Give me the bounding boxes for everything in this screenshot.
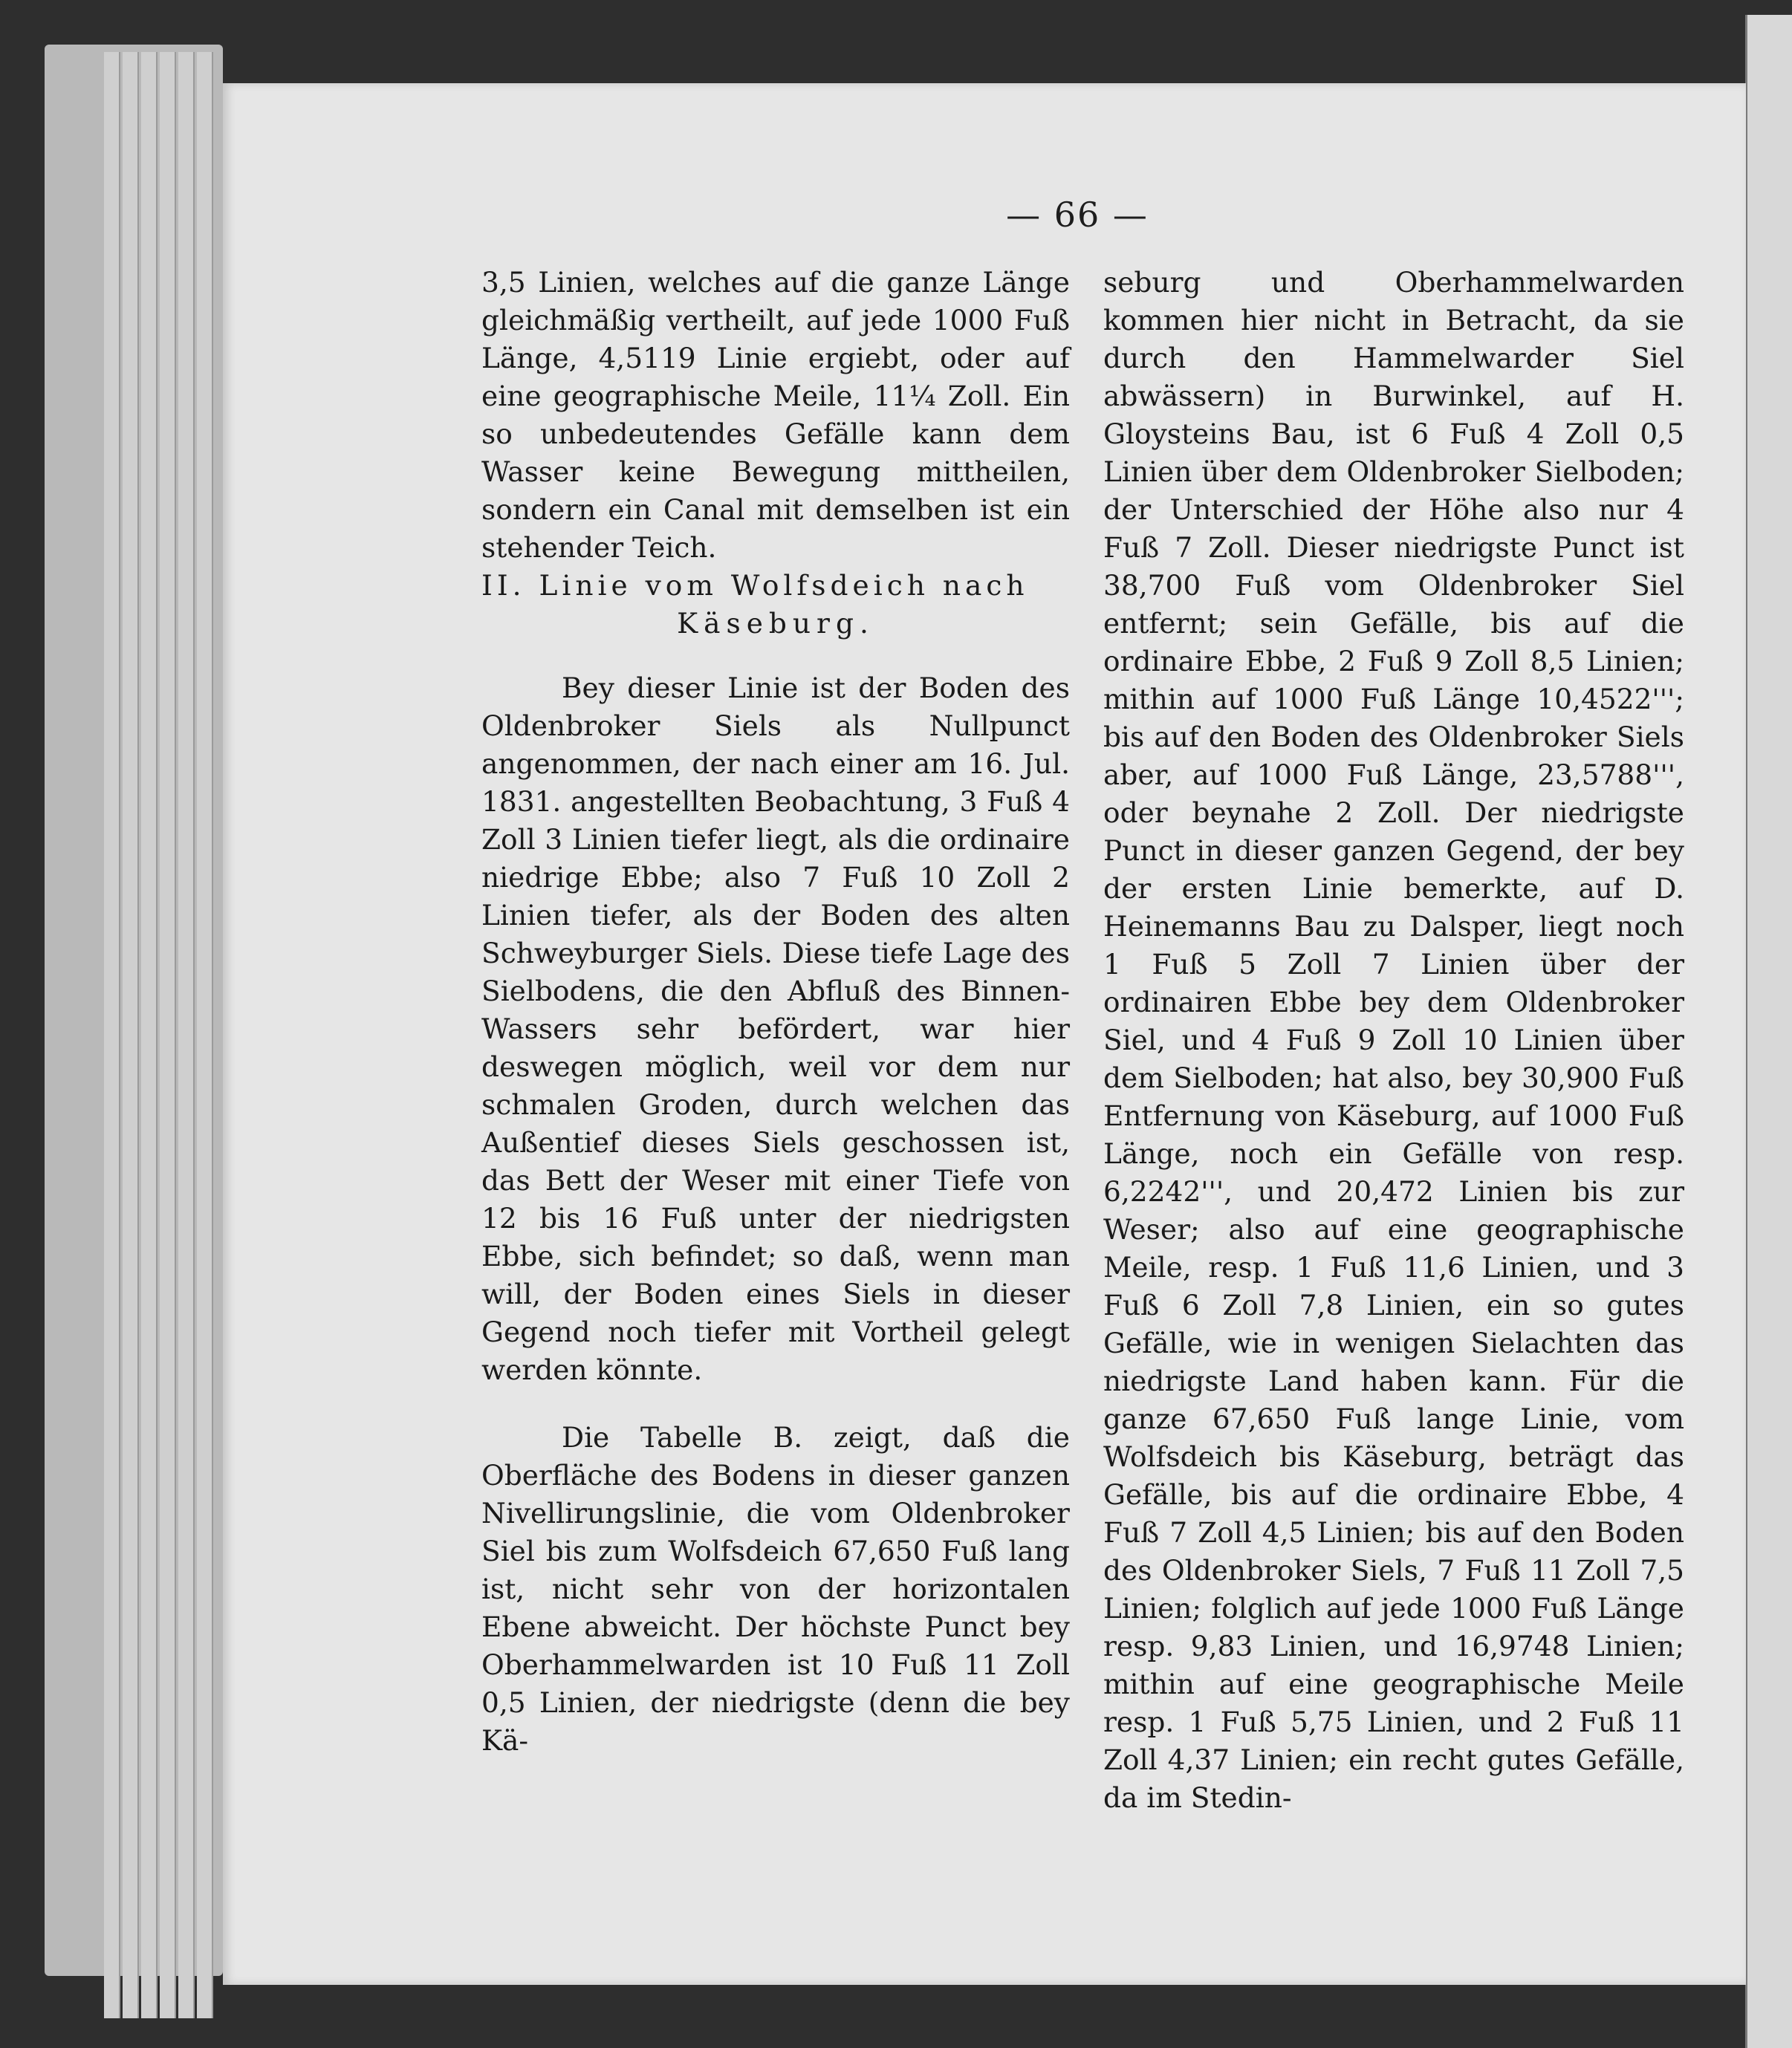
page-number: — 66 — xyxy=(1006,195,1149,235)
paragraph: 3,5 Linien, welches auf die ganze Länge gleichmäßig vertheilt, auf jede 1000 Fuß Länge, 4,5119 Linie ergiebt, oder auf eine geographische Meile, 11¼ Zoll. Ein so unbedeutendes Gefälle kann dem Wasser keine Bewegung mittheilen, sondern ein Canal mit demselben ist ein stehender Teich. xyxy=(481,266,1070,564)
right-text-column xyxy=(1103,264,1684,1817)
left-text-column xyxy=(481,264,1070,1760)
page-edge xyxy=(178,52,195,2018)
page-edge xyxy=(104,52,120,2018)
paragraph: seburg und Oberhammelwarden kommen hier nicht in Betracht, da sie durch den Hammelwarder Siel abwässern) in Burwinkel, auf H. Gloysteins Bau, ist 6 Fuß 4 Zoll 0,5 Linien über dem Oldenbroker Sielboden; der Unterschied der Höhe also nur 4 Fuß 7 Zoll. Dieser niedrigste Punct ist 38,700 Fuß vom Oldenbroker Siel entfernt; sein Gefälle, bis auf die ordinaire Ebbe, 2 Fuß 9 Zoll 8,5 Linien; mithin auf 1000 Fuß Länge 10,4522'''; bis auf den Boden des Oldenbroker Siels aber, auf 1000 Fuß Länge, 23,5788''', oder beynahe 2 Zoll. Der niedrigste Punct in dieser ganzen Gegend, der bey der ersten Linie bemerkte, auf D. Heinemanns Bau zu Dalsper, liegt noch 1 Fuß 5 Zoll 7 Linien über der ordinairen Ebbe bey dem Oldenbroker Siel, und 4 Fuß 9 Zoll 10 Linien über dem Sielboden; hat also, bey 30,900 Fuß Entfernung von Käseburg, auf 1000 Fuß Länge, noch ein Gefälle von resp. 6,2242''', und 20,472 Linien bis zur Weser; also auf eine geographische Meile, resp. 1 Fuß 11,6 Linien, und 3 Fuß 6 Zoll 7,8 Linien, ein so gutes Gefälle, wie in wenigen Sielachten das niedrigste Land haben kann. Für die ganze 67,650 Fuß lange Linie, vom Wolfsdeich bis Käseburg, beträgt das Gefälle, bis auf die ordinaire Ebbe, 4 Fuß 7 Zoll 4,5 Linien; bis auf den Boden des Oldenbroker Siels, 7 Fuß 11 Zoll 7,5 Linien; folglich auf jede 1000 Fuß Länge resp. 9,83 Linien, und 16,9748 Linien; mithin auf eine geographische Meile resp. 1 Fuß 5,75 Linien, und 2 Fuß 11 Zoll 4,37 Linien; ein recht gutes Gefälle, da im Stedin- xyxy=(1103,266,1684,1814)
paragraph: Bey dieser Linie ist der Boden des Oldenbroker Siels als Nullpunct angenommen, der nach einer am 16. Jul. 1831. angestellten Beobachtung, 3 Fuß 4 Zoll 3 Linien tiefer liegt, als die ordinaire niedrige Ebbe; also 7 Fuß 10 Zoll 2 Linien tiefer, als der Boden des alten Schweyburger Siels. Diese tiefe Lage des Sielbodens, die den Abfluß des Binnen-Wassers sehr befördert, war hier deswegen möglich, weil vor dem nur schmalen Groden, durch welchen das Außentief dieses Siels geschossen ist, das Bett der Weser mit einer Tiefe von 12 bis 16 Fuß unter der niedrigsten Ebbe, sich befindet; so daß, wenn man will, der Boden eines Siels in dieser Gegend noch tiefer mit Vortheil gelegt werden könnte. xyxy=(481,672,1070,1386)
section-heading: II. Linie vom Wolfsdeich nach xyxy=(481,569,1029,602)
right-page-edge xyxy=(1745,15,1792,2048)
section-heading-continuation: Käseburg. xyxy=(677,607,874,640)
page-edge xyxy=(160,52,176,2018)
paragraph: Die Tabelle B. zeigt, daß die Oberfläche des Bodens in dieser ganzen Nivellirungslinie, die vom Oldenbroker Siel bis zum Wolfsdeich 67,650 Fuß lang ist, nicht sehr von der horizontalen Ebene abweicht. Der höchste Punct bey Oberhammelwarden ist 10 Fuß 11 Zoll 0,5 Linien, der niedrigste (denn die bey Kä- xyxy=(481,1421,1070,1757)
page-edge xyxy=(123,52,139,2018)
page-edge xyxy=(197,52,213,2018)
page-edge xyxy=(141,52,158,2018)
